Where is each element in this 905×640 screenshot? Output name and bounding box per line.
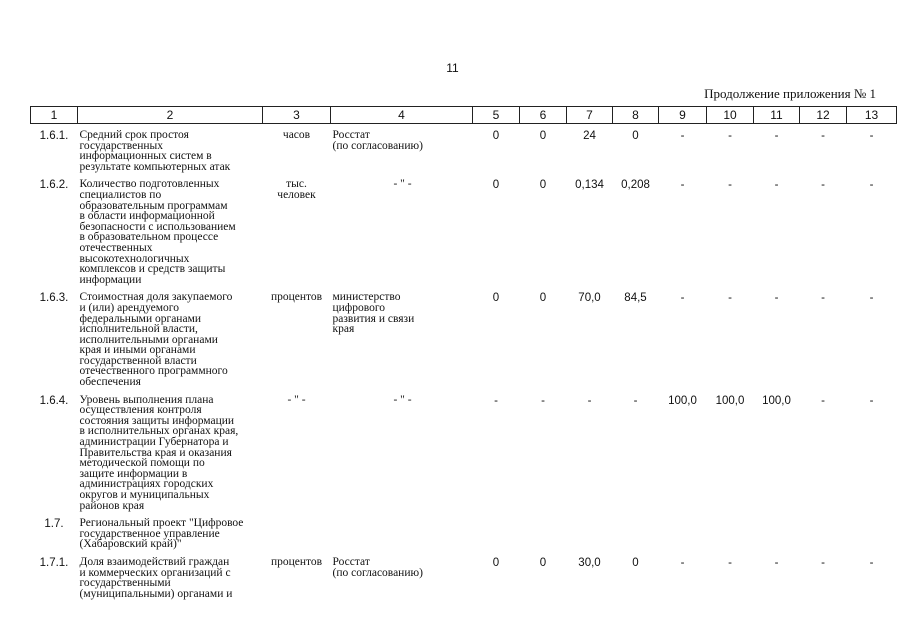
value-cell: - <box>821 130 825 142</box>
value-cell: 100,0 <box>715 394 745 407</box>
unit-of-measure-line: процентов <box>270 291 323 304</box>
indicator-name-line: специалистов по <box>79 188 162 201</box>
data-source <box>331 389 473 513</box>
row-number: 1.6.2. <box>39 179 69 192</box>
value-cell: - <box>541 394 545 407</box>
data-source-line: развития и связи <box>332 312 415 325</box>
indicators-table <box>30 106 897 600</box>
unit-of-measure <box>263 389 331 513</box>
indicator-name-line: государственное управление <box>79 527 220 540</box>
unit-of-measure-line: тыс. <box>286 178 307 191</box>
value-cell: - <box>869 292 874 305</box>
indicator-name-line: края и иными органами <box>79 344 196 357</box>
value-cell <box>520 512 567 551</box>
column-header-3: 3 <box>263 107 331 124</box>
value-cell: - <box>633 394 638 407</box>
indicators-table-container <box>30 106 879 600</box>
indicator-name-line: высокотехнологичных <box>79 252 190 265</box>
data-source-line: цифрового <box>332 301 386 314</box>
table-body <box>31 124 897 601</box>
indicator-name-line: округов и муниципальных <box>79 489 210 501</box>
column-header-7: 7 <box>567 107 613 124</box>
value-cell: - <box>728 556 732 569</box>
data-source <box>331 173 473 286</box>
value-cell: - <box>728 179 732 192</box>
value-cell <box>800 512 847 551</box>
row-number: 1.7.1. <box>39 556 69 569</box>
value-cell: - <box>821 292 825 305</box>
column-header-6: 6 <box>520 107 567 124</box>
value-cell: - <box>680 556 685 569</box>
indicator-name-line: образовательным программам <box>79 199 228 212</box>
indicator-name-line: государственной власти <box>79 354 197 367</box>
unit-of-measure-line: человек <box>277 188 316 201</box>
value-cell: - <box>774 556 779 569</box>
value-cell: - <box>869 394 874 407</box>
indicator-name-line: информационных систем в <box>79 150 212 163</box>
indicator-name-line: Количество подготовленных <box>79 178 220 191</box>
value-cell: 100,0 <box>762 394 791 407</box>
value-cell: 0 <box>632 130 639 142</box>
row-number: 1.6.1. <box>39 130 69 142</box>
data-source-line: края <box>332 323 355 336</box>
value-cell: - <box>587 394 592 407</box>
indicator-name-line: Региональный проект "Цифровое <box>79 517 244 530</box>
indicator-name-line: методической помощи по <box>79 457 205 470</box>
indicator-name-line: и (или) арендуемого <box>79 301 179 314</box>
indicator-name-line: в образовательном процессе <box>79 231 219 244</box>
data-source-line: Росстат <box>332 555 370 568</box>
value-cell: 0 <box>492 179 500 192</box>
indicator-name-line: Средний срок простоя <box>79 129 189 141</box>
value-cell: 30,0 <box>578 556 601 569</box>
data-source <box>331 512 473 551</box>
indicator-name-line: безопасности с использованием <box>79 220 236 233</box>
indicator-name-line: осуществления контроля <box>79 404 202 417</box>
value-cell: 0 <box>492 556 500 569</box>
indicator-name-line: Правительства края и оказания <box>79 446 232 459</box>
indicator-name-line: состояния защиты информации <box>79 414 235 427</box>
indicator-name-line: Доля взаимодействий граждан <box>79 555 230 568</box>
value-cell: - <box>680 292 685 305</box>
value-cell <box>707 512 754 551</box>
indicator-name-line: Уровень выполнения плана <box>79 393 214 406</box>
value-cell: - <box>774 130 779 142</box>
table-row <box>31 173 897 286</box>
value-cell: 84,5 <box>624 292 647 305</box>
row-number: 1.7. <box>44 518 64 531</box>
value-cell: - <box>869 179 874 192</box>
value-cell: - <box>821 556 825 569</box>
indicator-name-line: в области информационной <box>79 210 215 223</box>
value-cell <box>567 512 613 551</box>
indicator-name-line: информации <box>79 273 142 286</box>
column-header-8: 8 <box>613 107 659 124</box>
unit-of-measure <box>263 512 331 551</box>
value-cell: 0,134 <box>575 179 604 192</box>
data-source <box>331 286 473 388</box>
indicator-name-line: Стоимостная доля закупаемого <box>79 291 233 304</box>
data-source-line: министерство <box>332 291 401 304</box>
data-source <box>331 124 473 174</box>
value-cell: 0 <box>539 130 547 142</box>
indicator-name-line: государственных <box>79 139 164 152</box>
value-cell <box>659 512 707 551</box>
unit-of-measure <box>263 286 331 388</box>
data-source <box>331 551 473 600</box>
indicator-name-line: (Хабаровский край)" <box>79 538 182 551</box>
indicator-name-line: (муниципальными) органами и <box>79 587 233 600</box>
value-cell: - <box>728 292 732 305</box>
value-cell: - <box>680 179 685 192</box>
indicator-name-line: результате компьютерных атак <box>79 160 231 173</box>
value-cell: - <box>869 556 874 569</box>
data-source-line: (по согласованию) <box>332 139 423 152</box>
value-cell: 0 <box>539 179 547 192</box>
indicator-name-line: в исполнительных органах края, <box>79 425 239 438</box>
indicator-name <box>78 389 263 513</box>
indicator-name <box>78 286 263 388</box>
table-row <box>31 124 897 174</box>
value-cell <box>847 512 897 551</box>
unit-of-measure <box>263 551 331 600</box>
value-cell: - <box>774 179 779 192</box>
table-row <box>31 551 897 600</box>
value-cell: 100,0 <box>668 394 697 407</box>
indicator-name-line: исполнительными органами <box>79 333 218 346</box>
value-cell: 0 <box>539 292 547 305</box>
value-cell: 0 <box>492 130 500 142</box>
indicator-name-line: районов края <box>79 499 145 512</box>
value-cell: 0 <box>492 292 500 305</box>
column-header-2: 2 <box>78 107 263 124</box>
value-cell: 0,208 <box>621 179 650 192</box>
row-number: 1.6.4. <box>39 394 69 407</box>
indicator-name-line: и коммерческих организаций с <box>79 566 231 579</box>
data-source-line: - " - <box>393 178 412 191</box>
value-cell: - <box>494 394 498 407</box>
table-header-row <box>31 107 897 124</box>
data-source-line: Росстат <box>332 129 370 141</box>
appendix-continuation-label: Продолжение приложения № 1 <box>704 86 876 101</box>
column-header-5: 5 <box>473 107 520 124</box>
value-cell: - <box>869 130 874 142</box>
unit-of-measure-line: часов <box>282 129 311 141</box>
data-source-line: - " - <box>393 393 412 406</box>
indicator-name-line: государственными <box>79 577 171 590</box>
column-header-13: 13 <box>847 107 897 124</box>
unit-of-measure <box>263 124 331 174</box>
value-cell <box>473 512 520 551</box>
data-source-line: (по согласованию) <box>332 566 423 579</box>
indicator-name-line: администрациях городских <box>79 478 214 491</box>
value-cell: - <box>774 292 779 305</box>
row-number: 1.6.3. <box>39 292 69 305</box>
value-cell <box>613 512 659 551</box>
unit-of-measure <box>263 173 331 286</box>
column-header-12: 12 <box>800 107 847 124</box>
value-cell: 0 <box>539 556 547 569</box>
unit-of-measure-line: процентов <box>270 555 323 568</box>
page-number: 11 <box>446 61 459 75</box>
indicator-name-line: комплексов и средств защиты <box>79 263 226 276</box>
indicator-name-line: отечественных <box>79 241 153 254</box>
value-cell: 0 <box>632 556 639 569</box>
indicator-name-line: защите информации в <box>79 467 188 480</box>
table-row <box>31 389 897 513</box>
column-header-4: 4 <box>331 107 473 124</box>
indicator-name <box>78 512 263 551</box>
unit-of-measure-line: - " - <box>287 393 306 406</box>
value-cell: 70,0 <box>578 292 601 305</box>
table-row <box>31 512 897 551</box>
column-header-1: 1 <box>31 107 78 124</box>
indicator-name <box>78 173 263 286</box>
indicator-name-line: отечественного программного <box>79 365 228 378</box>
value-cell: 24 <box>583 130 596 142</box>
column-header-10: 10 <box>707 107 754 124</box>
value-cell: - <box>821 179 825 192</box>
table-row <box>31 286 897 388</box>
column-header-9: 9 <box>659 107 707 124</box>
indicator-name-line: обеспечения <box>79 376 141 389</box>
indicator-name <box>78 551 263 600</box>
value-cell <box>754 512 800 551</box>
value-cell: - <box>821 394 825 407</box>
indicator-name-line: федеральными органами <box>79 312 201 325</box>
indicator-name-line: администрации Губернатора и <box>79 436 229 449</box>
value-cell: - <box>728 130 732 142</box>
column-header-11: 11 <box>754 107 800 124</box>
indicator-name-line: исполнительной власти, <box>79 323 198 336</box>
indicator-name <box>78 124 263 174</box>
value-cell: - <box>680 130 685 142</box>
